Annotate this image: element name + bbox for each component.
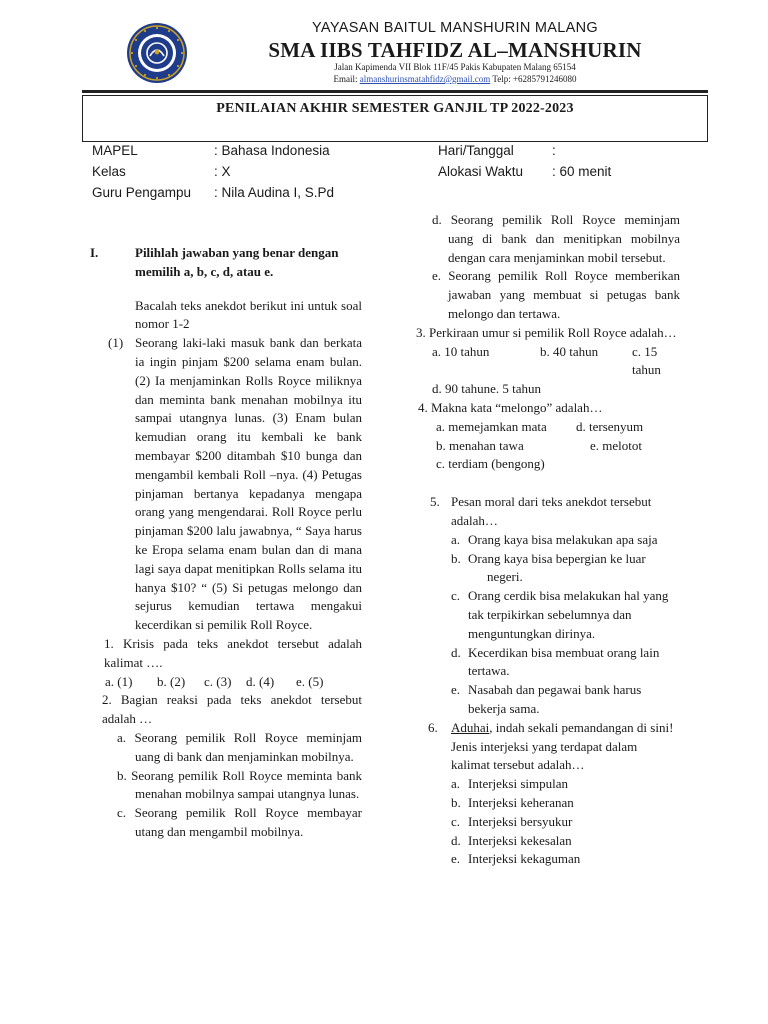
instruction-line-2: memilih a, b, c, d, atau e. (135, 263, 274, 279)
question-6 (428, 719, 680, 775)
subject-label: MAPEL (92, 143, 138, 158)
q6-option-d[interactable]: d. Interjeksi kekesalan (451, 832, 572, 848)
q2-option-b[interactable]: b. Seorang pemilik Roll Royce meminta bank menahan mobilnya sampai utangnya lunas. (117, 767, 362, 802)
q2-option-a[interactable]: a. Seorang pemilik Roll Royce meminjam uang di bank dan menjaminkan mobilnya. (117, 729, 362, 764)
question-1: 1. Krisis pada teks anekdot tersebut adalah kalimat …. (104, 635, 362, 670)
q2-option-d[interactable]: d. Seorang pemilik Roll Royce meminjam uang di bank dan menitipkan mobilnya dengan cara menjaminkan mobil tersebut. (432, 212, 680, 265)
school-contact (230, 74, 680, 84)
question-4: 4. Makna kata “melongo” adalah… (418, 399, 603, 415)
q5-option-e[interactable]: e. Nasabah dan pegawai bank harus bekerja sama. (451, 682, 642, 716)
q2-option-c[interactable]: c. Seorang pemilik Roll Royce membayar utang dan mengambil mobilnya. (117, 805, 362, 839)
question-3: 3. Perkiraan umur si pemilik Roll Royce adalah… (416, 324, 677, 340)
q3-options-row (432, 343, 680, 381)
q6-interjection-word: Aduhai (451, 719, 490, 735)
exam-title: PENILAIAN AKHIR SEMESTER GANJIL TP 2022-2023 (216, 101, 574, 116)
time-label: Alokasi Waktu (438, 164, 524, 179)
school-name: SMA IIBS TAHFIDZ AL–MANSHURIN (268, 38, 642, 62)
school-address: Jalan Kapimenda VII Blok 11F/45 Pakis Kabupaten Malang 65154 (334, 62, 576, 72)
q1-option-b[interactable]: b. (2) (157, 673, 186, 689)
teacher-label: Guru Pengampu (92, 185, 192, 200)
q1-option-a[interactable]: a. (1) (105, 673, 133, 689)
date-label: Hari/Tanggal (438, 143, 514, 158)
q6-option-e[interactable]: e. Interjeksi kekaguman (451, 851, 581, 867)
email-link[interactable]: almanshurinsmatahfidz@gmail.com (359, 74, 491, 84)
q4-option-e[interactable]: e. melotot (590, 437, 642, 453)
instruction-line-1: Pilihlah jawaban yang benar dengan (135, 245, 339, 260)
subject-value: : Bahasa Indonesia (214, 143, 330, 158)
foundation-name: YAYASAN BAITUL MANSHURIN MALANG (312, 20, 598, 36)
phone: Telp: +6285791246080 (492, 74, 577, 84)
q6-number: 6. (428, 719, 438, 735)
q5-text: Pesan moral dari teks anekdot tersebut adalah… (451, 494, 652, 528)
q5-option-c[interactable]: c. Orang cerdik bisa melakukan hal yang tak terpikirkan sebelumnya dan menguntungkan dirinya. (451, 588, 669, 641)
teacher-value: : Nila Audina I, S.Pd (214, 185, 335, 200)
story-body: Seorang laki-laki masuk bank dan berkata ia ingin pinjam $200 selama enam bulan. (2) Ia menjaminkan Rolls Royce miliknya dan meminta bank menahan mobilnya itu sampai utangnya lunas. (3) Enam bulan kemudian orang itu kembali ke bank membayar $200 ditambah $10 bunga dan mengambil kembali Roll –nya. (4) Petugas pinjaman bertanya kepadanya mengapa orang yang mengendarai. Roll Royce perlu pinjaman $200 lalu jawabnya, “ Saya harus ke Eropa selama enam bulan dan di mana lagi saya dapat menitipkan Rolls selama itu hanya $10? “ (5) Si petugas melongo dan sejurus kemudian tertawa mengakui kecerdikan si pemilik Roll Royce. (135, 335, 362, 633)
q3-option-b[interactable]: b. 40 tahun (540, 343, 599, 359)
q2-option-e[interactable]: e. Seorang pemilik Roll Royce memberikan jawaban yang membuat si petugas bank melongo dan tertawa. (432, 268, 680, 321)
right-column (416, 211, 680, 869)
q6-option-b[interactable]: b. Interjeksi keheranan (451, 794, 574, 810)
q4-option-a[interactable]: a. memejamkan mata (436, 418, 547, 434)
section-heading (90, 244, 362, 282)
q5-option-a[interactable]: a. Orang kaya bisa melakukan apa saja (451, 531, 658, 547)
q4-option-d[interactable]: d. tersenyum (576, 418, 644, 434)
q3-option-d[interactable]: d. 90 tahune. 5 tahun (432, 381, 542, 397)
class-value: : X (214, 164, 231, 179)
question-5 (430, 493, 680, 531)
q5-option-b[interactable]: b. Orang kaya bisa bepergian ke luar negeri. (451, 550, 646, 585)
q3-option-a[interactable]: a. 10 tahun (432, 343, 490, 359)
school-seal-icon (126, 22, 188, 84)
q1-options (105, 673, 362, 692)
header-rule (82, 90, 708, 93)
q6-option-a[interactable]: a. Interjeksi simpulan (451, 776, 569, 792)
story-number: (1) (108, 335, 124, 351)
q5-number: 5. (430, 494, 440, 510)
q1-option-c[interactable]: c. (3) (204, 673, 232, 689)
q6-sentence: , indah sekali pemandangan di sini! (489, 719, 674, 735)
time-value: : 60 menit (552, 164, 612, 179)
q6-option-c[interactable]: c. Interjeksi bersyukur (451, 813, 573, 829)
left-column (90, 244, 362, 842)
question-2: 2. Bagian reaksi pada teks anekdot tersebut adalah … (102, 692, 362, 727)
reading-intro: Bacalah teks anekdot berikut ini untuk soal nomor 1-2 (135, 297, 362, 332)
q4-option-c[interactable]: c. terdiam (bengong) (436, 456, 545, 472)
q3-option-c[interactable]: c. 15 tahun (632, 343, 661, 378)
date-value: : (552, 143, 556, 158)
class-label: Kelas (92, 164, 126, 179)
q1-option-d[interactable]: d. (4) (246, 673, 275, 689)
q4-option-b[interactable]: b. menahan tawa (436, 437, 524, 453)
section-number: I. (90, 245, 99, 260)
letterhead (0, 0, 768, 96)
q1-option-e[interactable]: e. (5) (296, 673, 324, 689)
q5-option-d[interactable]: d. Kecerdikan bisa membuat orang lain tertawa. (451, 644, 660, 679)
anecdote-text (108, 334, 362, 635)
q6-text: Jenis interjeksi yang terdapat dalam kalimat tersebut adalah… (451, 738, 638, 773)
email-label: Email: (333, 74, 358, 84)
